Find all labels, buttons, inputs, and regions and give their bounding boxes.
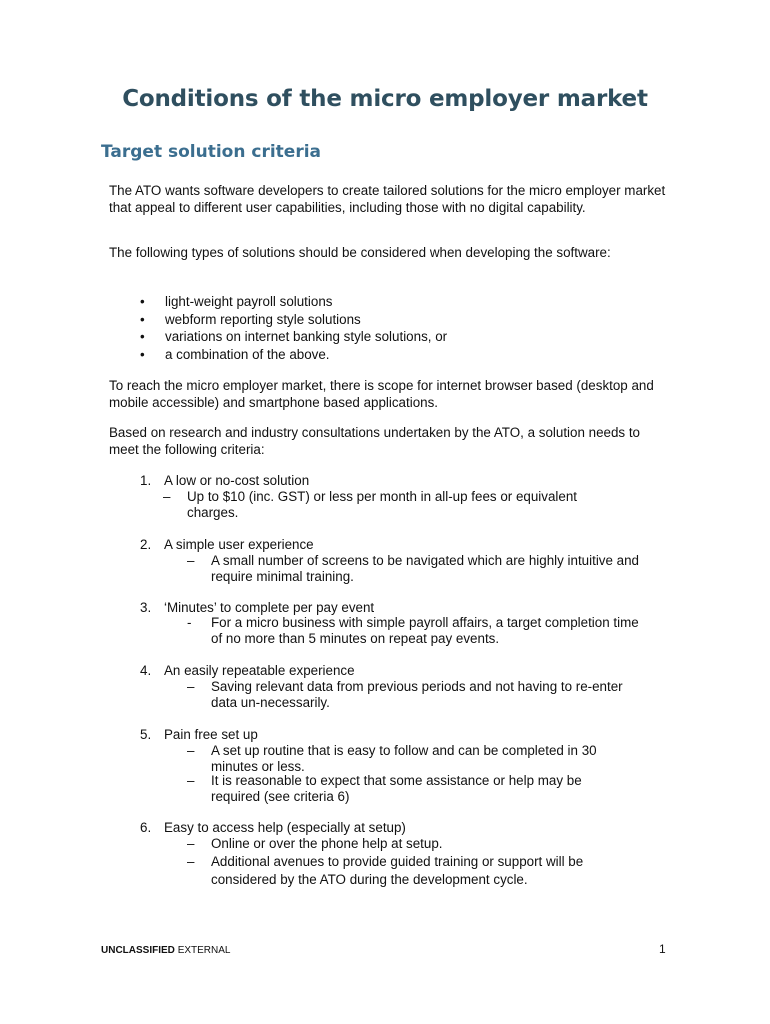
criterion-5: 5. Pain free set up xyxy=(140,727,258,742)
criterion-1: 1. A low or no-cost solution xyxy=(140,473,310,488)
criterion-title: Pain free set up xyxy=(164,727,258,742)
solution-types-paragraph: The following types of solutions should be considered when developing the software: xyxy=(109,245,611,260)
list-item: • a combination of the above. xyxy=(140,346,330,362)
criterion-title: An easily repeatable experience xyxy=(164,663,355,678)
intro-paragraph: The ATO wants software developers to create tailored solutions for the micro employer market that appeal to different user capabilities, including those with no digital capability. xyxy=(109,183,666,215)
bullet-icon: • xyxy=(140,311,145,327)
list-item: • webform reporting style solutions xyxy=(140,311,361,327)
bullet-icon: • xyxy=(140,346,145,362)
document-page: Conditions of the micro employer market Target solution criteria The ATO wants software developers to create tailored solutions for the micro employer market that appeal to different user capabilities, including those with no digital capability. The following types of solutions should be considered when developing the software: • light-weight payroll solutions • webform reporting style solutions • variations on internet banking style solutions, or • a combination of the above. To reach the micro employer market, there is scope for internet browser based (desktop and mobile accessible) and smartphone based applications. Based on research and industry consultations undertaken by the ATO, a solution needs to meet the following criteria: 1. A low or no-cost solution – Up to $10 (inc. GST) or less per month in all-up fees or equivalent charges. 2. A simple user experience – A small number of screens to be navigated which are highly intuitive and require minimal training. 3. ‘Minutes’ to complete per pay event - For a micro business with simple payroll affairs, a target completion time of no more than 5 minutes on repeat pay events. 4. An easily repeatable experience – Saving relevant data from previous periods and not having to re-enter data un-necessarily. 5. Pain free set up – A set up routine that is easy to follow and can be completed in 30 minutes or less. – It is reasonable to expect that some assistance or help may be required (see criteria 6) 6. Easy to access help (especially at setup) – Online or over the phone help at setup. – Additional avenues to provide guided training or support will be considered by the ATO during the development cycle. UNCLASSIFIED EXTERNAL 1 xyxy=(0,0,770,1024)
market-scope-paragraph: To reach the micro employer market, there is scope for internet browser based (desktop and mobile accessible) and smartphone based applications. xyxy=(109,378,654,410)
criterion-6: 6. Easy to access help (especially at setup) xyxy=(140,820,406,835)
criterion-2: 2. A simple user experience xyxy=(140,537,314,552)
solution-types-list xyxy=(140,293,447,363)
list-item: • variations on internet banking style solutions, or xyxy=(140,329,448,344)
classification-footer: UNCLASSIFIED EXTERNAL xyxy=(101,945,231,956)
criterion-3: 3. ‘Minutes’ to complete per pay event xyxy=(140,600,375,615)
list-item: • light-weight payroll solutions xyxy=(140,294,333,309)
bullet-icon: • xyxy=(140,294,145,309)
criterion-title: A simple user experience xyxy=(164,537,314,552)
criterion-title: Easy to access help (especially at setup) xyxy=(164,820,406,835)
criterion-title: A low or no-cost solution xyxy=(164,473,310,488)
page-title: Conditions of the micro employer market xyxy=(122,86,648,112)
bullet-icon: • xyxy=(140,329,145,344)
criterion-4: 4. An easily repeatable experience xyxy=(140,663,355,678)
criteria-intro-paragraph: Based on research and industry consultations undertaken by the ATO, a solution needs to meet the following criteria: xyxy=(109,425,641,457)
criterion-title: ‘Minutes’ to complete per pay event xyxy=(164,600,375,615)
section-heading: Target solution criteria xyxy=(101,142,322,162)
page-number: 1 xyxy=(659,942,666,956)
